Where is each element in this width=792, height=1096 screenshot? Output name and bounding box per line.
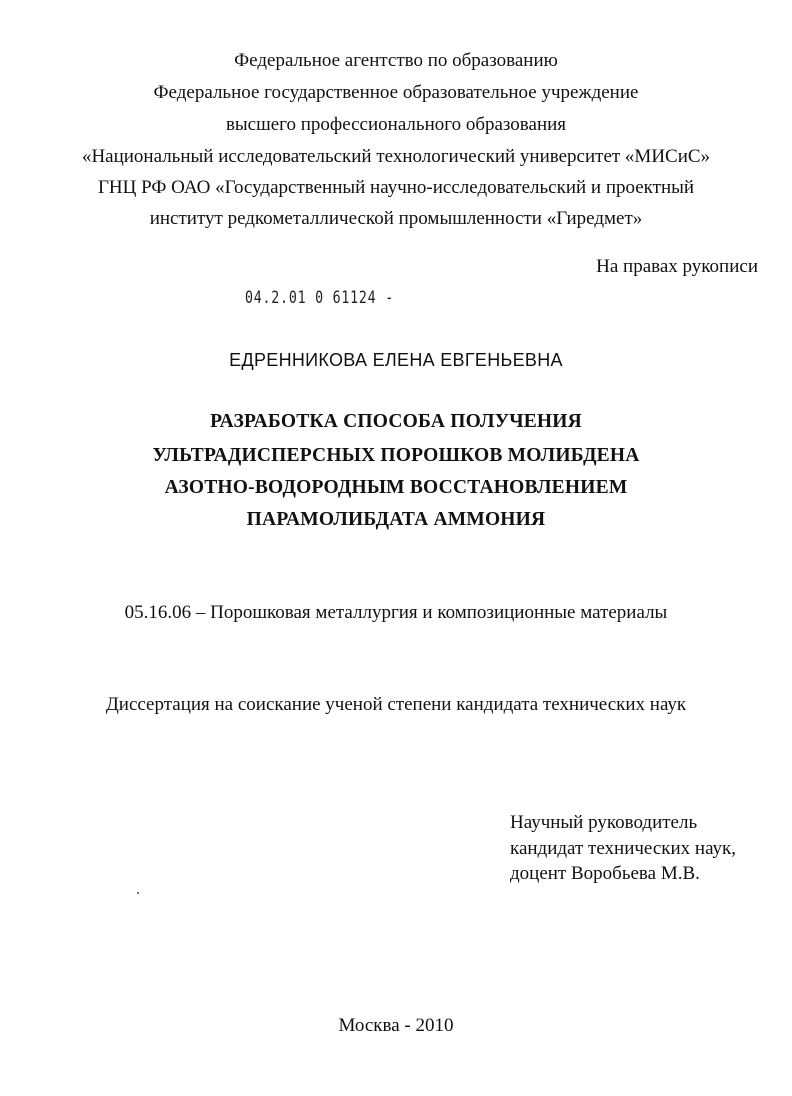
header-line-giredmet: институт редкометаллической промышленности «Гиредмет» — [149, 208, 643, 229]
header-line-research-center: ГНЦ РФ ОАО «Государственный научно-исследовательский и проектный — [97, 177, 695, 198]
title-line-2: УЛЬТРАДИСПЕРСНЫХ ПОРОШКОВ МОЛИБДЕНА — [152, 445, 640, 466]
scan-speck — [137, 892, 139, 894]
supervisor-role: Научный руководитель — [510, 812, 698, 833]
header-line-university: «Национальный исследовательский технологический университет «МИСиС» — [81, 146, 711, 167]
place-and-year: Москва - 2010 — [338, 1015, 454, 1036]
title-line-4: ПАРАМОЛИБДАТА АММОНИЯ — [246, 509, 546, 530]
title-line-1: РАЗРАБОТКА СПОСОБА ПОЛУЧЕНИЯ — [210, 411, 582, 432]
header-line-agency: Федеральное агентство по образованию — [234, 50, 558, 71]
supervisor-degree: кандидат технических наук, — [510, 838, 737, 859]
dissertation-degree-note: Диссертация на соискание ученой степени кандидата технических наук — [105, 694, 687, 715]
supervisor-name: доцент Воробьева М.В. — [510, 863, 700, 884]
author-name: ЕДРЕННИКОВА ЕЛЕНА ЕВГЕНЬЕВНА — [229, 350, 563, 370]
title-line-3: АЗОТНО-ВОДОРОДНЫМ ВОССТАНОВЛЕНИЕМ — [164, 477, 628, 498]
manuscript-rights-note: На правах рукописи — [596, 256, 758, 277]
registration-stamp-number: 04.2.01 0 61124 - — [245, 288, 394, 308]
specialty-code: 05.16.06 – Порошковая металлургия и композиционные материалы — [124, 602, 668, 623]
header-line-institution-type: Федеральное государственное образовательное учреждение — [153, 82, 639, 103]
header-line-education-level: высшего профессионального образования — [225, 114, 567, 135]
